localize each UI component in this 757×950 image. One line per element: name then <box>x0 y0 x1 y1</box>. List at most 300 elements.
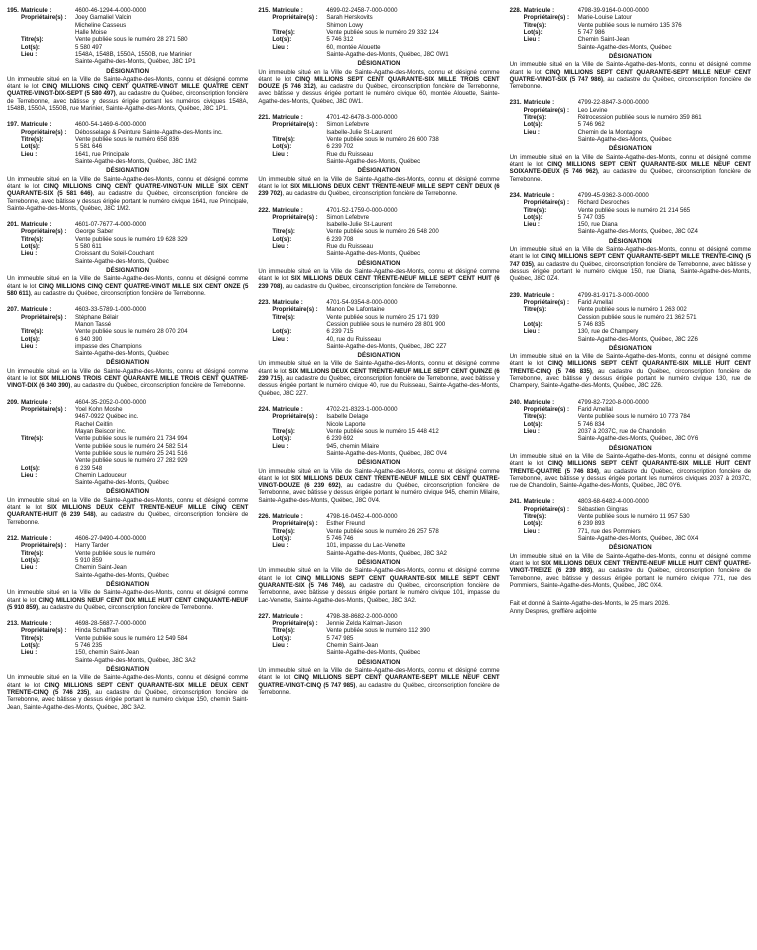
entry-number-spacer <box>258 542 272 557</box>
entry-field-row <box>258 36 499 43</box>
field-label: Matricule : <box>523 99 555 107</box>
field-label: Propriétaire(s) : <box>272 520 318 528</box>
field-value-line: Shimon Lowy <box>326 21 363 29</box>
field-value-line: Chemin Saint-Jean <box>326 642 379 650</box>
field-value <box>578 7 751 14</box>
field-value <box>578 292 751 299</box>
entry-field-row <box>510 107 751 114</box>
entry-number-spacer <box>258 635 272 642</box>
field-value-line: 5 746 312 <box>326 36 354 44</box>
field-label: Lieu : <box>21 342 38 350</box>
designation-heading: DÉSIGNATION <box>357 658 401 666</box>
designation-heading: DÉSIGNATION <box>106 67 150 75</box>
entry-number-spacer <box>258 29 272 36</box>
field-value-line: Vente publiée sous le numéro <box>75 549 156 557</box>
field-label: Propriétaire(s) : <box>523 106 570 114</box>
field-label: Propriétaire(s) : <box>21 542 67 550</box>
entry-number-spacer <box>7 406 21 435</box>
entry-number-spacer <box>7 314 21 329</box>
field-value-line: Sainte-Agathe-des-Monts, Québec, J8C 0Z4 <box>577 228 698 236</box>
field-value-line: 4799-22-8847-3-000-0000 <box>577 99 649 107</box>
designation-details: , au cadastre du Québec, circonscription foncière de Terrebonne, avec bâtisse y dessus érigée portant les numéros civiques 1548A, 1548B, 1550A, 1550B, rue Marinier, Sainte-Agathe-des-Monts, Québec, J8C 1P1. <box>7 90 249 113</box>
designation-heading: DÉSIGNATION <box>106 580 150 588</box>
entry-number-spacer <box>258 314 272 329</box>
field-value-line: Vente publiée sous le numéro 26 600 738 <box>326 136 439 143</box>
entry-field-row <box>510 428 751 443</box>
field-value-line: 60, montée Alouette <box>326 43 381 51</box>
entry-field-row <box>258 413 499 428</box>
entry-field-row <box>7 306 248 313</box>
entry-field-row <box>258 406 499 413</box>
field-label: Lieu : <box>272 542 289 550</box>
field-value-line: Halle Moise <box>75 28 107 36</box>
field-label: Titre(s): <box>21 235 44 243</box>
entry-field-row <box>7 399 248 406</box>
field-label: Lieu : <box>272 642 289 650</box>
entry-field-row <box>510 421 751 428</box>
field-label: Titre(s): <box>21 328 44 336</box>
property-entry <box>258 406 499 504</box>
field-value <box>75 542 248 549</box>
field-value-line: 5 910 859 <box>75 556 103 564</box>
entry-field-row <box>7 465 248 472</box>
entry-number: 239. <box>509 291 522 299</box>
field-value-line: Cession publiée sous le numéro 28 801 900 <box>326 320 446 328</box>
entry-number-spacer <box>510 406 524 413</box>
field-value <box>75 44 248 51</box>
designation-details: , au cadastre du Québec, circonscription foncière de Terrebonne. <box>509 75 751 91</box>
entry-field-row <box>7 44 248 51</box>
field-value <box>75 642 248 649</box>
field-value-line: Sainte-Agathe-des-Monts, Québec, J8C 3A2 <box>326 549 447 557</box>
entry-number: 195. <box>7 7 19 14</box>
designation-text <box>258 667 499 696</box>
field-value <box>75 221 248 228</box>
entry-number: 231. <box>509 99 522 107</box>
field-label: Propriétaire(s) : <box>272 306 318 314</box>
entry-field-row <box>7 51 248 66</box>
entry-field-row <box>510 29 751 36</box>
field-value <box>326 406 499 413</box>
field-value-line: 4803-68-6482-4-000-0000 <box>577 498 649 506</box>
field-label: Titre(s): <box>523 21 547 29</box>
entry-field-row <box>510 22 751 29</box>
property-entry <box>510 292 751 390</box>
entry-number: 234. <box>509 191 522 199</box>
field-value-line: Stéphane Bélair <box>75 313 119 321</box>
field-label: Lieu : <box>272 243 289 251</box>
entry-field-row <box>510 506 751 513</box>
lot-words: SIX MILLIONS DEUX CENT TRENTE-NEUF MILLE SEPT CENT QUINZE (6 239 715) <box>258 367 500 383</box>
entry-field-row <box>7 635 248 642</box>
designation-heading: DÉSIGNATION <box>608 444 652 452</box>
entry-number-spacer <box>258 535 272 542</box>
field-value-line: Sainte-Agathe-des-Monts, Québec <box>577 136 672 143</box>
field-value-line: 150, chemin Saint-Jean <box>75 649 140 657</box>
field-label: Titre(s): <box>272 427 295 435</box>
designation-details: , au cadastre du Québec, circonscription foncière de Terrebonne, avec bâtisse y dessus érigée portant le numéro civique 130, rue de Champery, Sainte-Agathe-des-Monts, Québec, J8C 2Z6. <box>509 367 751 390</box>
field-value <box>578 506 751 513</box>
entry-field-row <box>7 472 248 487</box>
designation-intro: Un immeuble situé en la Ville de Sainte-Agathe-des-Monts, connu et désigné comme étant le lot <box>509 61 751 76</box>
field-value-line: Rue du Ruisseau <box>326 150 374 158</box>
field-value <box>75 649 248 664</box>
field-value-line: Vente publiée sous le numéro 15 448 412 <box>326 427 439 435</box>
field-value-line: 4600-54-1469-6-000-0000 <box>75 121 147 129</box>
field-label: Propriétaire(s) : <box>21 14 67 22</box>
field-value <box>326 306 499 313</box>
field-value-line: Débosselage & Peinture Sainte-Agathe-des-Monts inc. <box>75 128 223 136</box>
entry-number-spacer <box>258 306 272 313</box>
field-value <box>75 535 248 542</box>
field-label: Lieu : <box>523 328 540 336</box>
entry-field-row <box>7 550 248 557</box>
entry-number-spacer <box>7 542 21 549</box>
field-label: Matricule : <box>523 398 555 406</box>
entry-field-row <box>7 121 248 128</box>
field-value-line: 150, rue Diana <box>577 221 618 229</box>
field-value <box>75 7 248 14</box>
field-value <box>75 51 248 66</box>
entry-field-row <box>7 627 248 634</box>
property-entry <box>258 207 499 290</box>
entry-number-spacer <box>258 435 272 442</box>
field-value-line: 4606-27-9490-4-000-0000 <box>75 535 147 542</box>
field-label: Lieu : <box>272 442 289 450</box>
field-value <box>326 528 499 535</box>
entry-field-row <box>258 306 499 313</box>
entry-number-spacer <box>7 44 21 51</box>
field-label: Matricule : <box>272 7 303 14</box>
field-value-line: 6 239 708 <box>326 235 354 243</box>
field-value-line: Sainte-Agathe-des-Monts, Québec, J8C 3A2 <box>75 656 196 664</box>
entry-number-spacer <box>510 321 524 328</box>
field-value <box>75 129 248 136</box>
entry-field-row <box>7 343 248 358</box>
entry-number-spacer <box>7 236 21 243</box>
field-value-line: 101, impasse du Lac-Venette <box>326 542 406 550</box>
designation-intro: Un immeuble situé en la Ville de Sainte-Agathe-des-Monts, connu et désigné comme étant le lot <box>7 496 249 512</box>
field-value-line: 5 747 985 <box>326 634 354 642</box>
field-label: Matricule : <box>21 535 52 542</box>
lot-words: CINQ MILLIONS SEPT CENT QUARANTE-SIX MILLE DEUX CENT TRENTE-CINQ (5 746 235) <box>7 681 249 696</box>
entry-number: 224. <box>258 406 271 413</box>
field-label: Lot(s): <box>21 143 40 151</box>
field-label: Lot(s): <box>21 642 40 650</box>
entry-field-row <box>510 207 751 214</box>
entry-number-spacer <box>510 306 524 321</box>
field-value-line: 5 746 746 <box>326 535 354 542</box>
designation-intro: Un immeuble situé en la Ville de Sainte-Agathe-des-Monts, connu et désigné comme étant le lot <box>7 75 249 91</box>
entry-field-row <box>7 649 248 664</box>
field-value <box>578 214 751 221</box>
field-value <box>578 299 751 306</box>
entry-field-row <box>510 399 751 406</box>
field-label: Lieu : <box>272 150 289 158</box>
entry-field-row <box>510 99 751 106</box>
field-value-line: Croissant du Soleil-Couchant <box>75 250 154 258</box>
designation-text <box>258 468 499 505</box>
entry-field-row <box>258 520 499 527</box>
closing-date-line: Fait et donné à Sainte-Agathe-des-Monts, le 25 mars 2026. <box>509 600 670 608</box>
property-entry <box>7 306 248 389</box>
entry-field-row <box>258 613 499 620</box>
designation-intro: Un immeuble situé en la Ville de Sainte-Agathe-des-Monts, connu et désigné comme étant le lot <box>7 589 249 604</box>
entry-field-row <box>510 306 751 321</box>
field-value-line: 4799-82-7220-8-000-0000 <box>577 398 649 406</box>
field-value <box>326 236 499 243</box>
entry-field-row <box>258 428 499 435</box>
designation-heading: DÉSIGNATION <box>357 60 401 68</box>
entry-number-spacer <box>258 627 272 634</box>
field-value <box>326 642 499 657</box>
designation-heading: DÉSIGNATION <box>608 145 652 153</box>
entry-number-spacer <box>7 243 21 250</box>
field-value <box>326 243 499 258</box>
entry-number: 209. <box>7 398 19 406</box>
field-value-line: 9467-0922 Québec inc. <box>75 413 139 421</box>
field-label: Matricule : <box>272 298 303 306</box>
field-label: Propriétaire(s) : <box>523 14 570 22</box>
field-value-line: Manon Tassé <box>75 320 112 328</box>
field-value-line: Isabelle-Julie St-Laurent <box>326 128 393 136</box>
field-value <box>326 299 499 306</box>
entry-number-spacer <box>510 121 524 128</box>
field-value-line: 4600-46-1294-4-000-0000 <box>75 7 147 14</box>
entry-field-row <box>510 121 751 128</box>
entry-number-spacer <box>258 243 272 258</box>
entry-number-spacer <box>510 14 524 21</box>
entry-number-spacer <box>7 343 21 358</box>
field-value-line: 5 747 986 <box>577 28 605 36</box>
field-value-line: Vente publiée sous le numéro 28 271 580 <box>75 36 188 44</box>
field-value-line: 5 580 611 <box>75 243 102 251</box>
field-label: Lot(s): <box>272 435 292 443</box>
field-label: Titre(s): <box>523 206 547 214</box>
designation-heading: DÉSIGNATION <box>608 52 652 60</box>
designation-heading: DÉSIGNATION <box>357 558 401 566</box>
field-label: Matricule : <box>21 620 52 628</box>
lot-words: SIX MILLIONS TROIS CENT QUARANTE MILLE TROIS CENT QUATRE-VINGT-DIX (6 340 390) <box>7 375 249 390</box>
entry-number-spacer <box>510 413 524 420</box>
entry-field-row <box>510 520 751 527</box>
field-value <box>75 121 248 128</box>
entry-number-spacer <box>7 136 21 143</box>
property-entry <box>510 399 751 490</box>
field-value-line: Leo Levine <box>577 106 608 114</box>
field-value <box>326 228 499 235</box>
entry-number-spacer <box>258 413 272 428</box>
field-value-line: Chemin Ladouceur <box>75 471 127 479</box>
entry-field-row <box>7 435 248 464</box>
designation-intro: Un immeuble situé en la Ville de Sainte-Agathe-des-Monts, connu et désigné comme étant le lot <box>258 268 500 283</box>
field-value-line: 1548A, 1548B, 1550A, 1550B, rue Marinier <box>75 50 192 58</box>
entry-field-row <box>510 498 751 505</box>
field-label: Titre(s): <box>21 36 44 44</box>
entry-number-spacer <box>510 29 524 36</box>
field-label: Lieu : <box>523 527 540 535</box>
field-label: Matricule : <box>21 306 52 314</box>
lot-words: CINQ MILLIONS SEPT CENT QUARANTE-SIX MILLE NEUF CENT SOIXANTE-DEUX (5 746 962) <box>509 160 751 176</box>
field-value-line: Vente publiée sous le numéro 25 241 516 <box>75 449 188 457</box>
entry-number-spacer <box>7 649 21 664</box>
entry-number-spacer <box>7 557 21 564</box>
field-value-line: 4701-54-9354-8-000-0000 <box>326 298 398 306</box>
lot-words: SIX MILLIONS DEUX CENT TRENTE-NEUF MILLE CINQ CENT QUARANTE-HUIT (6 239 548) <box>7 504 249 519</box>
field-value-line: Sainte-Agathe-des-Monts, Québec, J8C 0W1 <box>326 50 449 58</box>
entry-number-spacer <box>7 328 21 335</box>
field-label: Titre(s): <box>523 114 547 122</box>
entry-field-row <box>258 513 499 520</box>
designation-intro: Un immeuble situé en la Ville de Sainte-Agathe-des-Monts, connu et désigné comme étant le lot <box>258 360 500 375</box>
entry-number-spacer <box>510 221 524 236</box>
designation-intro: Un immeuble situé en la Ville de Sainte-Agathe-des-Monts, connu et désigné comme étant le lot <box>509 153 751 168</box>
field-value <box>75 228 248 235</box>
entry-field-row <box>7 564 248 579</box>
field-label: Lieu : <box>21 564 38 572</box>
field-value-line: Mayan Beiscor inc. <box>75 427 127 435</box>
entry-field-row <box>258 620 499 627</box>
field-value-line: Simon Lefebvre <box>326 213 370 221</box>
field-value-line: Sainte-Agathe-des-Monts, Québec, J8C 0V4 <box>326 449 447 457</box>
field-label: Lot(s): <box>272 535 292 542</box>
property-entry <box>7 121 248 212</box>
property-entry <box>258 513 499 604</box>
field-label: Matricule : <box>21 398 52 406</box>
entry-field-row <box>7 7 248 14</box>
lot-words: CINQ MILLIONS CINQ CENT QUATRE-VINGT MILLE QUATRE CENT QUATRE-VINGT-DIX-SEPT (5 580 497) <box>7 83 249 98</box>
designation-text <box>7 275 248 297</box>
designation-heading: DÉSIGNATION <box>357 459 401 467</box>
closing-statement <box>510 600 751 615</box>
lot-words: CINQ MILLIONS CINQ CENT QUATRE-VINGT-UN MILLE SIX CENT QUARANTE-SIX (5 581 646) <box>7 182 249 198</box>
entry-field-row <box>7 236 248 243</box>
field-value <box>578 29 751 36</box>
field-value-line: Sainte-Agathe-des-Monts, Québec <box>75 257 169 265</box>
designation-heading: DÉSIGNATION <box>357 167 401 175</box>
field-value-line: Vente publiée sous le numéro 21 214 565 <box>577 206 691 214</box>
field-value-line: 4798-38-8682-2-000-0000 <box>326 612 398 620</box>
field-label: Propriétaire(s) : <box>272 413 318 421</box>
field-value <box>75 143 248 150</box>
entry-number-spacer <box>7 51 21 66</box>
field-value-line: 5 746 235 <box>75 642 103 650</box>
field-label: Lot(s): <box>523 420 543 428</box>
field-value-line: 5 581 646 <box>75 143 103 151</box>
entry-field-row <box>7 221 248 228</box>
lot-words: SIX MILLIONS DEUX CENT TRENTE-NEUF MILLE SEPT CENT DEUX (6 239 702) <box>258 182 500 198</box>
field-label: Matricule : <box>523 498 555 506</box>
field-label: Propriétaire(s) : <box>272 14 318 22</box>
field-value-line: 5 747 035 <box>577 213 605 221</box>
field-value-line: 6 340 390 <box>75 335 103 343</box>
designation-intro: Un immeuble situé en la Ville de Sainte-Agathe-des-Monts, connu et désigné comme étant le lot <box>509 353 751 368</box>
field-value <box>75 557 248 564</box>
entry-number: 222. <box>258 206 271 214</box>
field-label: Lieu : <box>272 43 289 51</box>
entry-field-row <box>258 121 499 136</box>
entry-field-row <box>510 114 751 121</box>
field-value-line: 5 746 834 <box>577 420 605 428</box>
entry-field-row <box>510 513 751 520</box>
entry-field-row <box>7 314 248 329</box>
field-value <box>326 635 499 642</box>
field-value-line: Sainte-Agathe-des-Monts, Québec <box>326 157 421 165</box>
field-value <box>75 14 248 36</box>
field-value-line: Micheline Casseus <box>75 21 127 29</box>
field-value-line: Vente publiée sous le numéro 24 582 514 <box>75 442 188 450</box>
field-value <box>326 121 499 136</box>
field-value-line: Cession publiée sous le numéro 21 362 571 <box>577 313 697 321</box>
field-label: Lot(s): <box>523 28 543 36</box>
designation-text <box>510 61 751 90</box>
field-label: Propriétaire(s) : <box>272 213 318 221</box>
field-label: Lieu : <box>523 427 540 435</box>
field-value <box>75 36 248 43</box>
field-value <box>326 542 499 557</box>
lot-words: CINQ MILLIONS CINQ CENT QUATRE-VINGT MILLE SIX CENT ONZE (5 580 611) <box>7 282 249 297</box>
entry-field-row <box>258 207 499 214</box>
designation-details: , au cadastre du Québec, circonscription foncière de Terrebonne, avec bâtisse y dessus érigée portant les numéros civiques 2037 à 2037C, rue de Chandolin, Sainte-Agathe-des-Monts, Québec, J8C 0Y6. <box>509 467 751 490</box>
field-value-line: 4601-07-7677-4-000-0000 <box>75 221 147 229</box>
field-label: Titre(s): <box>272 313 295 321</box>
field-label: Propriétaire(s) : <box>523 406 570 413</box>
entry-number-spacer <box>7 228 21 235</box>
field-value-line: Sainte-Agathe-des-Monts, Québec <box>326 250 421 258</box>
entry-number-spacer <box>258 642 272 657</box>
field-value <box>326 428 499 435</box>
designation-text <box>510 553 751 590</box>
entry-field-row <box>7 535 248 542</box>
field-value-line: 4698-28-5687-7-000-0000 <box>75 620 147 628</box>
entry-number-spacer <box>258 136 272 143</box>
entry-field-row <box>258 243 499 258</box>
field-value-line: Vente publiée sous le numéro 29 332 124 <box>326 28 439 36</box>
field-value-line: 40, rue du Ruisseau <box>326 335 381 343</box>
entry-field-row <box>510 214 751 221</box>
entry-number-spacer <box>258 443 272 458</box>
designation-heading: DÉSIGNATION <box>357 259 401 267</box>
field-label: Matricule : <box>21 121 52 129</box>
designation-details: , au cadastre du Québec, circonscription foncière de Terrebonne, avec bâtisse y dessus érigée portant le numéro civique 945, chemin Milaire, Sainte-Agathe-des-Monts, Québec, J8C 0V4. <box>258 482 500 504</box>
entry-field-row <box>258 7 499 14</box>
entry-number-spacer <box>258 336 272 351</box>
field-label: Matricule : <box>523 291 555 299</box>
field-value-line: 771, rue des Pommiers <box>577 527 641 535</box>
entry-field-row <box>510 7 751 14</box>
designation-details: , au cadastre du Québec, circonscription foncière de Terrebonne. <box>38 603 214 611</box>
entry-field-row <box>510 406 751 413</box>
field-label: Lot(s): <box>21 556 40 564</box>
entry-number-spacer <box>510 207 524 214</box>
entry-field-row <box>510 413 751 420</box>
lot-words: CINQ MILLIONS NEUF CENT DIX MILLE HUIT CENT CINQUANTE-NEUF (5 910 859) <box>7 596 249 611</box>
field-value <box>326 36 499 43</box>
field-label: Lot(s): <box>272 634 292 642</box>
field-label: Propriétaire(s) : <box>272 121 318 129</box>
field-value-line: Sainte-Agathe-des-Monts, Québec, J8C 0Y6 <box>577 435 699 443</box>
field-value-line: Vente publiée sous le numéro 26 257 578 <box>326 527 439 535</box>
field-value-line: Vente publiée sous le numéro 112 390 <box>326 627 430 635</box>
entry-field-row <box>7 620 248 627</box>
entry-field-row <box>7 228 248 235</box>
field-label: Matricule : <box>272 114 303 122</box>
property-entry <box>7 620 248 711</box>
entry-number-spacer <box>258 228 272 235</box>
entry-field-row <box>7 151 248 166</box>
entry-field-row <box>258 435 499 442</box>
field-value <box>578 22 751 29</box>
